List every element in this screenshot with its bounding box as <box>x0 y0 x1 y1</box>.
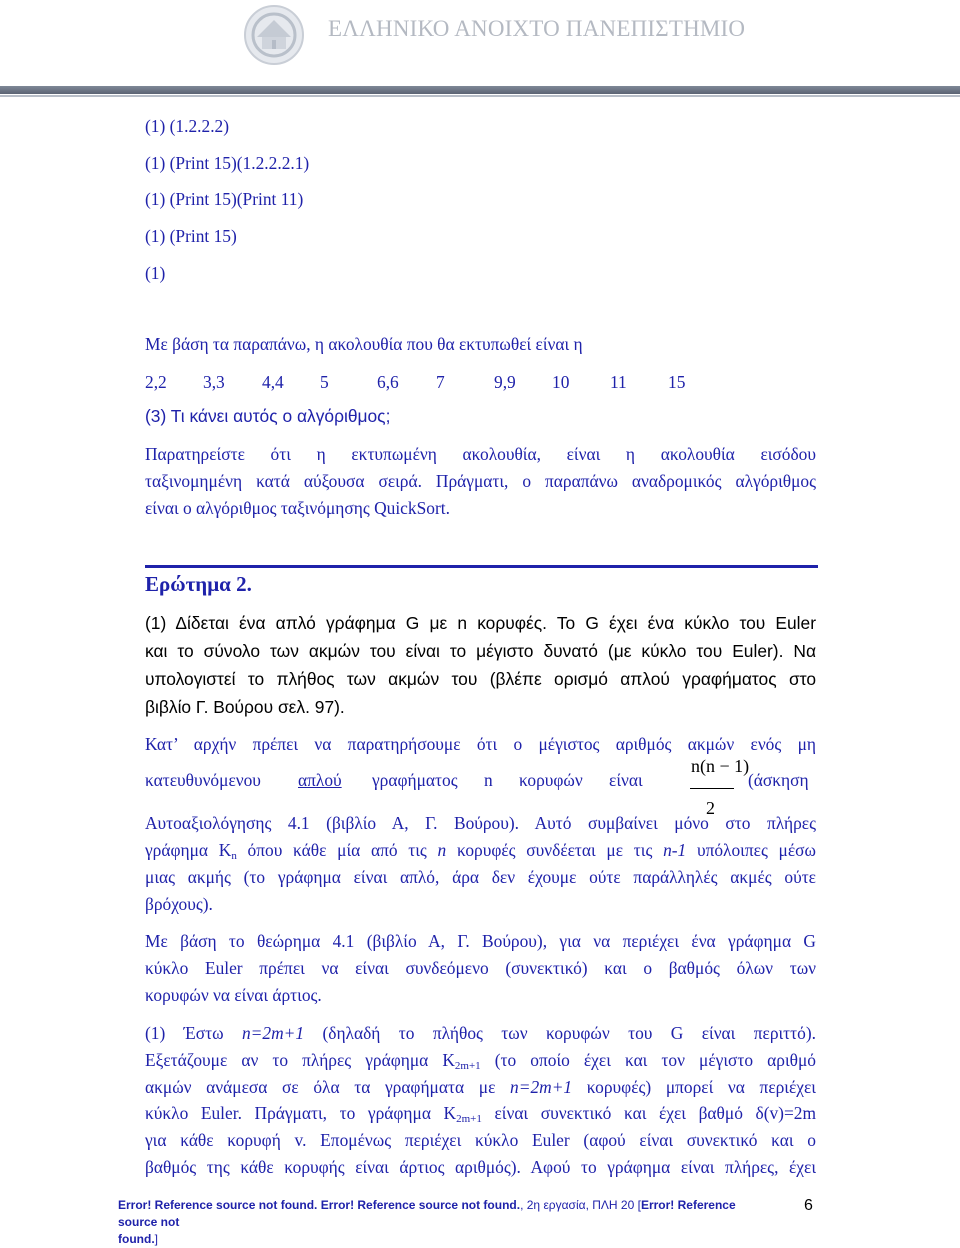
university-seal-icon <box>243 4 305 66</box>
trace-line-2: (1) (Print 15)(1.2.2.2.1) <box>145 153 310 173</box>
sequence-item: 4,4 <box>262 372 284 392</box>
answer-p1-line-1: Κατ’ αρχήν πρέπει να παρατηρήσουμε ότι ο μέγιστος αριθμός ακμών ενός μη <box>145 734 816 754</box>
page-header <box>0 0 960 100</box>
header-rule-thin <box>0 95 960 97</box>
q3-label: (3) Τι κάνει αυτός ο αλγόριθμος; <box>145 406 391 426</box>
q3-line-2: ταξινομημένη κατά αύξουσα σειρά. Πράγματι, ο παραπάνω αναδρομικός αλγόριθμος <box>145 471 816 491</box>
page-footer: Error! Reference source not found. Error! Reference source not found., 2η εργασία, ΠΛΗ 20 [Error! Reference source not found.] <box>118 1198 736 1246</box>
answer-p1-line-6: βρόχους). <box>145 894 213 914</box>
answer-p1-line-3: Αυτοαξιολόγησης 4.1 (βιβλίο Α, Γ. Βούρου). Αυτό συμβαίνει μόνο στο πλήρες <box>145 813 816 833</box>
answer-p1-line-2-u: απλού <box>298 770 342 790</box>
sequence-intro: Με βάση τα παραπάνω, η ακολουθία που θα εκτυπωθεί είναι η <box>145 334 583 354</box>
sequence-item: 6,6 <box>377 372 399 392</box>
answer-p2-line-3: κορυφών να είναι άρτιος. <box>145 985 322 1005</box>
q3-line-3: είναι ο αλγόριθμος ταξινόμησης QuickSort. <box>145 498 450 518</box>
answer-p1-line-2-c: (άσκηση <box>748 770 809 790</box>
q2-line-1: (1) Δίδεται ένα απλό γράφημα G με n κορυφές. Το G έχει ένα κύκλο του Euler <box>145 613 816 633</box>
sequence-item: 2,2 <box>145 372 167 392</box>
page-number: 6 <box>804 1197 813 1214</box>
answer-p3-line-4: κύκλο Euler. Πράγματι, το γράφημα $K_{2m+1}$ είναι συνεκτικό και έχει βαθμό δ(v)=2m <box>145 1103 817 1125</box>
q2-line-3: υπολογιστεί το πλήθος των ακμών του (βλέπε ορισμό απλού γραφήματος στο <box>145 669 816 689</box>
sequence-item: 5 <box>320 372 329 392</box>
answer-p1-line-4: γράφημα $K_n$ όπου κάθε μία από τις n κορυφές συνδέεται με τις n-1 υπόλοιπες μέσω <box>145 840 817 862</box>
formula-numerator: n(n − 1) <box>691 756 750 776</box>
q3-line-1: Παρατηρείστε ότι η εκτυπωμένη ακολουθία, είναι η ακολουθία εισόδου <box>145 444 816 464</box>
trace-line-5: (1) <box>145 263 166 283</box>
sequence-item: 10 <box>552 372 570 392</box>
sequence-item: 7 <box>436 372 445 392</box>
answer-p2-line-1: Με βάση το θεώρημα 4.1 (βιβλίο Α, Γ. Βούρου), για να περιέχει ένα γράφημα G <box>145 931 816 951</box>
university-name: ΕΛΛΗΝΙΚΟ ΑΝΟΙΧΤΟ ΠΑΝΕΠΙΣΤΗΜΙΟ <box>328 16 746 41</box>
answer-p3-line-5: για κάθε κορυφή v. Επομένως περιέχει κύκλο Euler (αφού είναι συνεκτικό και ο <box>145 1130 816 1150</box>
answer-p1-line-2-a: κατευθυνόμενου <box>145 770 261 790</box>
formula-denominator: 2 <box>706 798 715 818</box>
q2-line-2: και το σύνολο των ακμών του είναι το μέγιστο δυνατό (με κύκλο του Euler). Να <box>145 641 816 661</box>
question-2-title: Ερώτημα 2. <box>145 572 252 596</box>
answer-p3-line-1: (1) Έστω n=2m+1 (δηλαδή το πλήθος των κορυφών του G είναι περιττό). <box>145 1023 816 1043</box>
answer-p2-line-2: κύκλο Euler πρέπει να είναι συνδεόμενο (συνεκτικό) και ο βαθμός όλων των <box>145 958 816 978</box>
answer-p1-line-5: μιας ακμής (το γράφημα είναι απλό, άρα δεν έχουμε ούτε παράλληλές ακμές ούτε <box>145 867 816 887</box>
trace-line-4: (1) (Print 15) <box>145 226 237 246</box>
answer-p3-line-3: ακμών ανάμεσα σε όλα τα γραφήματα με n=2m+1 κορυφές) μπορεί να περιέχει <box>145 1077 816 1097</box>
sequence-item: 9,9 <box>494 372 516 392</box>
answer-p3-line-2: Εξετάζουμε αν το πλήρες γράφημα $K_{2m+1}$ (το οποίο έχει και τον μέγιστο αριθμό <box>145 1050 816 1072</box>
sequence-item: 11 <box>610 372 627 392</box>
answer-p1-line-2-b: γραφήματος n κορυφών είναι <box>372 770 643 790</box>
q2-line-4: βιβλίο Γ. Βούρου σελ. 97). <box>145 697 345 717</box>
trace-line-1: (1) (1.2.2.2) <box>145 116 230 136</box>
header-rule <box>0 86 960 94</box>
heading-rule <box>145 565 818 568</box>
formula-fraction-bar <box>690 788 734 789</box>
trace-line-3: (1) (Print 15)(Print 11) <box>145 189 304 209</box>
answer-p3-line-6: βαθμός της κάθε κορυφής είναι άρτιος αριθμός). Αφού το γράφημα είναι πλήρες, έχει <box>145 1157 816 1177</box>
sequence-item: 3,3 <box>203 372 225 392</box>
sequence-item: 15 <box>668 372 686 392</box>
